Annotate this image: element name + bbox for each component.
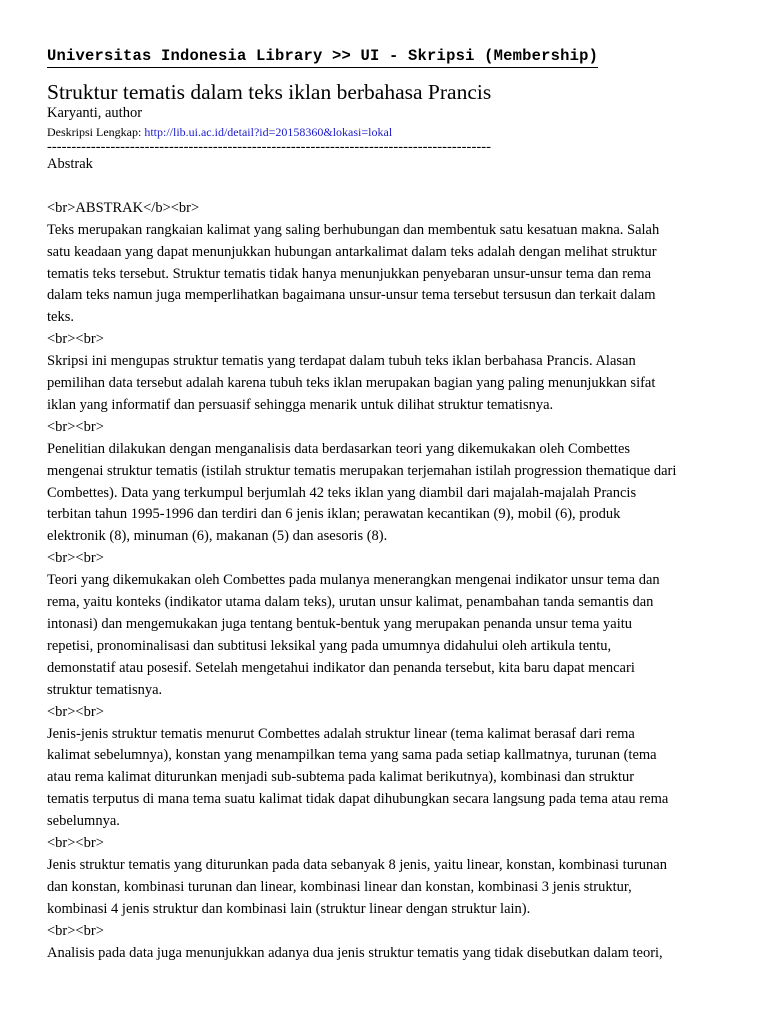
abstract-line: teks. (47, 309, 74, 326)
abstract-line: pemilihan data tersebut adalah karena tubuh teks iklan merupakan bagian yang paling menunjukkan sifat (47, 375, 656, 392)
abstract-line: kalimat sebelumnya), konstan yang menampilkan tema yang sama pada setiap kallmatnya, turunan (tema (47, 747, 657, 764)
document-title: Struktur tematis dalam teks iklan berbahasa Prancis (47, 80, 492, 104)
abstract-line: <br><br> (47, 418, 104, 435)
abstract-line: terbitan tahun 1995-1996 dan terdiri dan 6 jenis iklan; perawatan kecantikan (9), mobil (6), produk (47, 506, 621, 523)
abstract-body (47, 198, 737, 965)
abstract-line: Analisis pada data juga menunjukkan adanya dua jenis struktur tematis yang tidak disebutkan dalam teori, (47, 944, 663, 961)
abstract-line: atau rema kalimat diturunkan menjadi sub-subtema pada kalimat berikutnya), kombinasi dan struktur (47, 769, 635, 786)
section-spacer (47, 176, 737, 198)
abstract-line: satu keadaan yang dapat menunjukkan hubungan antarkalimat dalam teks adalah dengan melihat struktur (47, 243, 657, 260)
description-label: Deskripsi Lengkap: (47, 125, 142, 139)
abstract-line: <br><br> (47, 703, 104, 720)
abstract-line: struktur tematisnya. (47, 681, 163, 698)
abstract-line: demonstatif atau posesif. Setelah mengetahui indikator dan penanda tersebut, kita baru dapat mencari (47, 659, 635, 676)
abstract-line: dalam teks namun juga memperlihatkan bagaimana unsur-unsur tema tersebut tersusun dan terkait dalam (47, 287, 656, 304)
abstract-line: Teks merupakan rangkaian kalimat yang saling berhubungan dan membentuk satu kesatuan makna. Salah (47, 221, 660, 238)
abstract-line: Jenis struktur tematis yang diturunkan pada data sebanyak 8 jenis, yaitu linear, konstan, kombinasi turunan (47, 856, 667, 873)
abstract-line: <br><br> (47, 922, 104, 939)
abstract-line: Jenis-jenis struktur tematis menurut Combettes adalah struktur linear (tema kalimat berasaf dari rema (47, 725, 635, 742)
abstract-line: repetisi, pronominalisasi dan subtitusi leksikal yang pada umumnya didahului oleh artikula tentu, (47, 637, 612, 654)
abstract-line: Penelitian dilakukan dengan menganalisis data berdasarkan teori yang dikemukakan oleh Combettes (47, 440, 631, 457)
library-header[interactable]: Universitas Indonesia Library >> UI - Skripsi (Membership) (47, 47, 598, 68)
abstract-line: intonasi) dan mengemukakan juga tentang bentuk-bentuk yang merupakan penanda unsur tema yaitu (47, 616, 633, 633)
page-content (47, 0, 737, 965)
abstract-line: Skripsi ini mengupas struktur tematis yang terdapat dalam tubuh teks iklan berbahasa Prancis. Alasan (47, 353, 636, 370)
abstract-line: <br><br> (47, 331, 104, 348)
abstract-line: iklan yang informatif dan persuasif sehingga menarik untuk dilihat struktur tematisnya. (47, 396, 554, 413)
abstract-line: kombinasi 4 jenis struktur dan kombinasi lain (struktur linear dengan struktur lain). (47, 900, 531, 917)
abstract-line: <br><br> (47, 550, 104, 567)
abstract-line: <br>ABSTRAK</b><br> (47, 199, 200, 216)
abstract-line: Combettes). Data yang terkumpul berjumlah 42 teks iklan yang diambil dari majalah-majalah Prancis (47, 484, 637, 501)
document-author: Karyanti, author (47, 105, 143, 121)
abstract-line: tematis teks tersebut. Struktur tematis tidak hanya menunjukkan penyebaran unsur-unsur tema dan rema (47, 265, 652, 282)
description-line (47, 124, 737, 140)
abstract-line: rema, yaitu konteks (indikator utama dalam teks), urutan unsur kalimat, penambahan tanda semantis dan (47, 594, 654, 611)
divider: ------------------------------------------------------------------------------------------- (47, 140, 491, 154)
section-label: Abstrak (47, 156, 93, 172)
abstract-line: dan konstan, kombinasi turunan dan linear, kombinasi linear dan konstan, kombinasi 3 jenis struktur, (47, 878, 632, 895)
abstract-line: sebelumnya. (47, 813, 120, 830)
abstract-line: <br><br> (47, 835, 104, 852)
description-link[interactable]: http://lib.ui.ac.id/detail?id=20158360&lokasi=lokal (144, 125, 393, 139)
abstract-line: tematis terputus di mana tema suatu kalimat tidak dapat dihubungkan secara langsung pada tema atau rema (47, 791, 669, 808)
abstract-line: Teori yang dikemukakan oleh Combettes pada mulanya menerangkan mengenai indikator unsur tema dan (47, 572, 660, 589)
abstract-line: elektronik (8), minuman (6), makanan (5) dan asesoris (8). (47, 528, 388, 545)
abstract-line: mengenai struktur tematis (istilah struktur tematis merupakan terjemahan istilah progression thematique dari (47, 462, 677, 479)
